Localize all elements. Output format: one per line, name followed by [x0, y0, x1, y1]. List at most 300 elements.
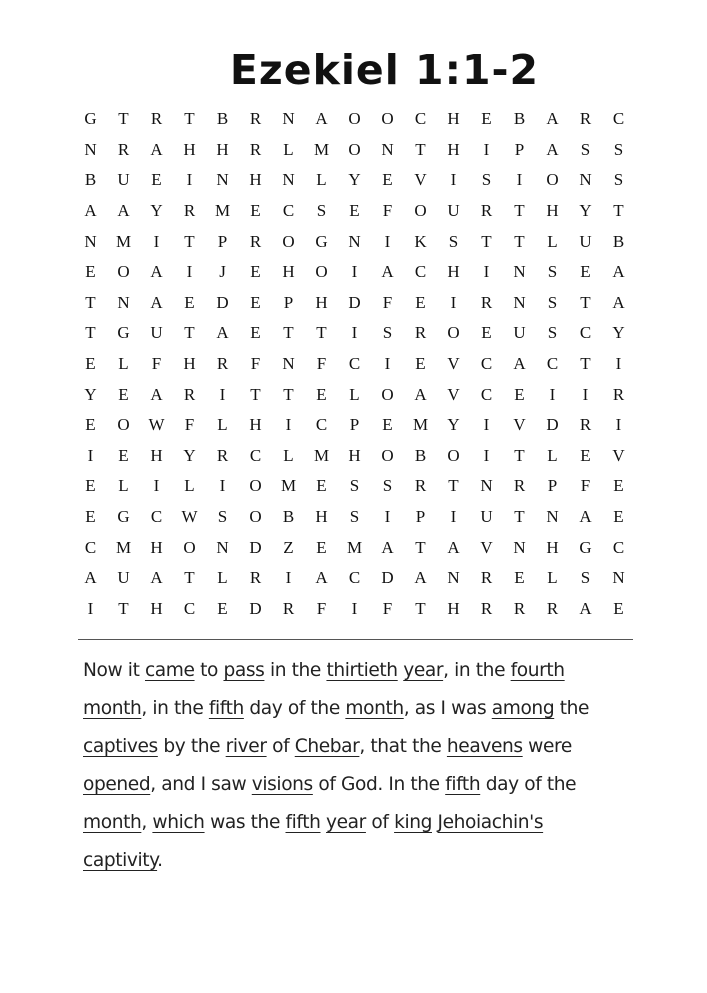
grid-letter: H [447, 109, 460, 129]
grid-letter: D [216, 292, 229, 312]
grid-letter: O [282, 231, 295, 251]
passage-text: , and I saw [150, 774, 252, 795]
grid-letter: I [483, 139, 490, 159]
grid-letter: E [382, 415, 393, 435]
grid-letter: D [249, 537, 262, 557]
grid-letter: T [580, 292, 591, 312]
grid-letter: E [85, 262, 96, 282]
grid-letter: E [118, 445, 129, 465]
grid-letter: A [315, 109, 328, 129]
grid-letter: H [150, 445, 163, 465]
grid-letter: C [480, 354, 493, 374]
grid-letter: I [483, 445, 490, 465]
grid-letter: E [613, 598, 624, 618]
grid-letter: O [348, 139, 361, 159]
grid-row [74, 379, 635, 410]
grid-letter: O [447, 323, 460, 343]
grid-letter: I [219, 476, 226, 496]
grid-letter: F [382, 292, 393, 312]
grid-letter: I [384, 354, 391, 374]
grid-letter: A [150, 292, 163, 312]
grid-letter: L [118, 354, 129, 374]
hidden-word: month [83, 812, 142, 833]
grid-letter: A [414, 568, 427, 588]
grid-letter: H [150, 537, 163, 557]
grid-letter: G [315, 231, 328, 251]
passage-text: , in the [141, 698, 209, 719]
grid-letter: O [249, 476, 262, 496]
grid-letter: T [316, 323, 327, 343]
grid-letter: E [415, 292, 426, 312]
grid-letter: B [216, 109, 229, 129]
grid-letter: V [414, 170, 427, 190]
grid-letter: R [249, 568, 262, 588]
passage-text: to [194, 660, 224, 681]
grid-letter: N [579, 170, 592, 190]
grid-letter: T [118, 109, 129, 129]
grid-letter: A [612, 262, 625, 282]
grid-letter: C [315, 415, 328, 435]
grid-letter: T [448, 476, 459, 496]
grid-letter: O [117, 262, 130, 282]
grid-letter: I [153, 476, 160, 496]
grid-letter: I [582, 384, 589, 404]
grid-row [74, 318, 635, 349]
grid-letter: V [447, 384, 460, 404]
grid-letter: G [84, 109, 97, 129]
hidden-word: river [225, 736, 267, 757]
grid-letter: O [348, 109, 361, 129]
grid-letter: P [415, 507, 426, 527]
grid-letter: G [117, 323, 130, 343]
grid-letter: E [151, 170, 162, 190]
grid-letter: U [579, 231, 592, 251]
grid-letter: V [480, 537, 493, 557]
grid-letter: R [480, 292, 493, 312]
grid-letter: T [85, 292, 96, 312]
grid-letter: D [381, 568, 394, 588]
grid-letter: T [415, 139, 426, 159]
grid-row [74, 410, 635, 441]
grid-letter: W [148, 415, 165, 435]
hidden-word: which [152, 812, 205, 833]
grid-letter: B [414, 445, 427, 465]
grid-letter: S [481, 170, 492, 190]
hidden-word: Jehoiachin's [437, 812, 544, 833]
grid-letter: C [612, 537, 625, 557]
grid-letter: N [612, 568, 625, 588]
grid-letter: R [513, 598, 526, 618]
grid-letter: E [613, 476, 624, 496]
grid-letter: O [381, 445, 394, 465]
grid-letter: I [483, 262, 490, 282]
grid-letter: Y [150, 201, 163, 221]
grid-letter: T [514, 201, 525, 221]
grid-letter: E [316, 476, 327, 496]
grid-letter: E [514, 384, 525, 404]
grid-letter: A [117, 201, 130, 221]
grid-letter: C [414, 109, 427, 129]
grid-letter: C [249, 445, 262, 465]
grid-row [74, 226, 635, 257]
grid-letter: N [513, 262, 526, 282]
grid-letter: T [85, 323, 96, 343]
grid-letter: E [481, 323, 492, 343]
grid-letter: E [85, 354, 96, 374]
grid-letter: E [580, 262, 591, 282]
grid-letter: A [513, 354, 526, 374]
grid-row [74, 471, 635, 502]
grid-letter: S [547, 323, 558, 343]
grid-letter: O [447, 445, 460, 465]
grid-letter: E [184, 292, 195, 312]
grid-letter: M [313, 139, 330, 159]
grid-letter: S [547, 292, 558, 312]
passage-text: , as I was [403, 698, 492, 719]
passage-line [83, 728, 623, 766]
grid-letter: E [217, 598, 228, 618]
scripture-passage [83, 652, 623, 880]
grid-letter: I [186, 170, 193, 190]
grid-letter: C [348, 354, 361, 374]
grid-letter: I [615, 415, 622, 435]
grid-letter: T [613, 201, 624, 221]
grid-letter: C [612, 109, 625, 129]
grid-letter: R [579, 109, 592, 129]
grid-letter: T [415, 537, 426, 557]
grid-letter: L [349, 384, 360, 404]
grid-letter: R [282, 598, 295, 618]
grid-letter: C [414, 262, 427, 282]
grid-letter: R [117, 139, 130, 159]
grid-letter: Y [348, 170, 361, 190]
grid-letter: A [381, 537, 394, 557]
grid-letter: I [153, 231, 160, 251]
grid-letter: N [381, 139, 394, 159]
grid-letter: D [546, 415, 559, 435]
word-search-grid [74, 104, 635, 624]
grid-letter: U [150, 323, 163, 343]
passage-line [83, 766, 623, 804]
grid-letter: H [249, 415, 262, 435]
grid-letter: N [117, 292, 130, 312]
hidden-word: captivity [83, 850, 158, 871]
grid-letter: S [448, 231, 459, 251]
grid-letter: U [447, 201, 460, 221]
grid-letter: R [249, 139, 262, 159]
grid-letter: T [481, 231, 492, 251]
grid-letter: T [415, 598, 426, 618]
grid-letter: T [514, 507, 525, 527]
grid-letter: O [249, 507, 262, 527]
grid-letter: C [546, 354, 559, 374]
grid-row [74, 594, 635, 625]
grid-letter: E [85, 507, 96, 527]
passage-text: were [522, 736, 572, 757]
hidden-word: king [394, 812, 432, 833]
grid-letter: S [316, 201, 327, 221]
grid-letter: F [382, 598, 393, 618]
grid-row [74, 532, 635, 563]
grid-letter: R [249, 109, 262, 129]
grid-letter: I [549, 384, 556, 404]
grid-letter: P [514, 139, 525, 159]
grid-letter: L [118, 476, 129, 496]
hidden-word: fifth [445, 774, 481, 795]
grid-letter: M [346, 537, 363, 557]
grid-letter: H [546, 537, 559, 557]
grid-letter: L [217, 415, 228, 435]
passage-text: by the [157, 736, 226, 757]
grid-letter: Y [612, 323, 625, 343]
hidden-word: month [83, 698, 142, 719]
grid-letter: M [280, 476, 297, 496]
passage-line [83, 804, 623, 842]
grid-letter: I [285, 568, 292, 588]
passage-text: , that the [359, 736, 447, 757]
grid-letter: Z [283, 537, 294, 557]
grid-letter: F [580, 476, 591, 496]
grid-letter: H [249, 170, 262, 190]
grid-letter: O [381, 384, 394, 404]
grid-letter: I [87, 445, 94, 465]
grid-letter: M [412, 415, 429, 435]
grid-letter: E [85, 415, 96, 435]
grid-letter: H [447, 139, 460, 159]
grid-letter: C [150, 507, 163, 527]
grid-letter: H [315, 507, 328, 527]
grid-letter: H [546, 201, 559, 221]
grid-letter: N [513, 292, 526, 312]
passage-line [83, 842, 623, 880]
passage-text: of [266, 736, 295, 757]
grid-letter: R [216, 354, 229, 374]
grid-letter: I [87, 598, 94, 618]
grid-letter: L [547, 231, 558, 251]
grid-letter: I [516, 170, 523, 190]
grid-letter: I [384, 507, 391, 527]
hidden-word: year [326, 812, 366, 833]
grid-letter: E [250, 262, 261, 282]
divider [78, 639, 633, 640]
hidden-word: captives [83, 736, 158, 757]
grid-letter: T [514, 445, 525, 465]
grid-letter: H [183, 354, 196, 374]
grid-row [74, 441, 635, 472]
grid-letter: A [546, 139, 559, 159]
passage-line [83, 652, 623, 690]
hidden-word: month [345, 698, 404, 719]
grid-letter: A [546, 109, 559, 129]
grid-letter: A [579, 598, 592, 618]
grid-letter: D [348, 292, 361, 312]
grid-letter: S [547, 262, 558, 282]
grid-letter: Y [84, 384, 97, 404]
grid-letter: Y [579, 201, 592, 221]
grid-letter: M [214, 201, 231, 221]
grid-letter: C [84, 537, 97, 557]
grid-letter: R [546, 598, 559, 618]
grid-letter: A [150, 139, 163, 159]
passage-text: of [365, 812, 395, 833]
grid-letter: B [513, 109, 526, 129]
hidden-word: fourth [510, 660, 565, 681]
grid-letter: F [250, 354, 261, 374]
grid-letter: M [115, 231, 132, 251]
grid-letter: P [547, 476, 558, 496]
grid-letter: R [612, 384, 625, 404]
grid-row [74, 165, 635, 196]
grid-letter: R [183, 201, 196, 221]
grid-letter: R [414, 323, 427, 343]
passage-text: day of the [243, 698, 346, 719]
grid-letter: E [316, 537, 327, 557]
grid-letter: R [480, 201, 493, 221]
grid-letter: I [483, 415, 490, 435]
passage-text: , in the [443, 660, 511, 681]
grid-row [74, 563, 635, 594]
hidden-word: year [403, 660, 444, 681]
grid-letter: I [450, 507, 457, 527]
grid-letter: M [313, 445, 330, 465]
grid-letter: N [282, 170, 295, 190]
grid-letter: I [450, 170, 457, 190]
grid-letter: T [118, 598, 129, 618]
grid-letter: W [181, 507, 198, 527]
passage-text: , [141, 812, 153, 833]
grid-letter: E [481, 109, 492, 129]
grid-letter: H [216, 139, 229, 159]
grid-letter: E [118, 384, 129, 404]
grid-letter: A [150, 262, 163, 282]
grid-letter: H [282, 262, 295, 282]
grid-letter: O [117, 415, 130, 435]
grid-letter: L [184, 476, 195, 496]
grid-letter: H [150, 598, 163, 618]
grid-letter: T [283, 323, 294, 343]
grid-letter: I [219, 384, 226, 404]
grid-letter: E [349, 201, 360, 221]
grid-letter: B [612, 231, 625, 251]
grid-letter: N [282, 109, 295, 129]
grid-letter: B [84, 170, 97, 190]
grid-letter: L [316, 170, 327, 190]
grid-row [74, 135, 635, 166]
grid-letter: I [351, 262, 358, 282]
grid-letter: O [183, 537, 196, 557]
grid-letter: R [216, 445, 229, 465]
grid-letter: F [184, 415, 195, 435]
grid-letter: S [382, 476, 393, 496]
grid-letter: H [183, 139, 196, 159]
hidden-word: pass [223, 660, 265, 681]
grid-letter: T [184, 231, 195, 251]
grid-row [74, 349, 635, 380]
grid-letter: I [285, 415, 292, 435]
grid-letter: H [348, 445, 361, 465]
grid-letter: E [316, 384, 327, 404]
grid-letter: P [349, 415, 360, 435]
grid-letter: O [381, 109, 394, 129]
grid-letter: A [150, 384, 163, 404]
grid-letter: V [447, 354, 460, 374]
grid-letter: T [580, 354, 591, 374]
grid-letter: U [117, 170, 130, 190]
passage-text: was the [204, 812, 286, 833]
grid-letter: V [513, 415, 526, 435]
grid-letter: P [283, 292, 294, 312]
grid-letter: U [117, 568, 130, 588]
grid-row [74, 196, 635, 227]
grid-letter: N [546, 507, 559, 527]
grid-letter: S [580, 139, 591, 159]
grid-letter: I [351, 323, 358, 343]
grid-letter: A [84, 201, 97, 221]
grid-letter: R [414, 476, 427, 496]
grid-letter: S [382, 323, 393, 343]
grid-letter: R [513, 476, 526, 496]
grid-letter: L [283, 445, 294, 465]
grid-letter: L [547, 445, 558, 465]
passage-text: in the [264, 660, 327, 681]
grid-letter: U [480, 507, 493, 527]
grid-letter: T [283, 384, 294, 404]
grid-row [74, 502, 635, 533]
grid-row [74, 104, 635, 135]
grid-letter: R [249, 231, 262, 251]
hidden-word: fifth [208, 698, 244, 719]
grid-letter: H [315, 292, 328, 312]
grid-letter: S [349, 507, 360, 527]
passage-text: . [157, 850, 163, 871]
grid-letter: N [282, 354, 295, 374]
grid-letter: N [84, 139, 97, 159]
grid-row [74, 257, 635, 288]
grid-letter: E [415, 354, 426, 374]
grid-letter: A [150, 568, 163, 588]
grid-letter: N [216, 537, 229, 557]
grid-letter: E [250, 323, 261, 343]
grid-letter: R [150, 109, 163, 129]
grid-letter: F [316, 598, 327, 618]
hidden-word: among [491, 698, 555, 719]
grid-letter: G [579, 537, 592, 557]
grid-letter: C [480, 384, 493, 404]
grid-letter: P [217, 231, 228, 251]
grid-letter: S [613, 139, 624, 159]
grid-letter: D [249, 598, 262, 618]
grid-letter: B [282, 507, 295, 527]
grid-letter: N [84, 231, 97, 251]
grid-letter: T [184, 568, 195, 588]
grid-letter: M [115, 537, 132, 557]
grid-letter: E [514, 568, 525, 588]
hidden-word: visions [251, 774, 313, 795]
grid-letter: E [382, 170, 393, 190]
grid-letter: N [447, 568, 460, 588]
grid-letter: R [183, 384, 196, 404]
hidden-word: opened [83, 774, 151, 795]
grid-row [74, 288, 635, 319]
grid-letter: N [480, 476, 493, 496]
grid-letter: E [580, 445, 591, 465]
grid-letter: H [447, 262, 460, 282]
grid-letter: I [384, 231, 391, 251]
grid-letter: H [447, 598, 460, 618]
grid-letter: A [447, 537, 460, 557]
hidden-word: fifth [285, 812, 321, 833]
grid-letter: L [283, 139, 294, 159]
